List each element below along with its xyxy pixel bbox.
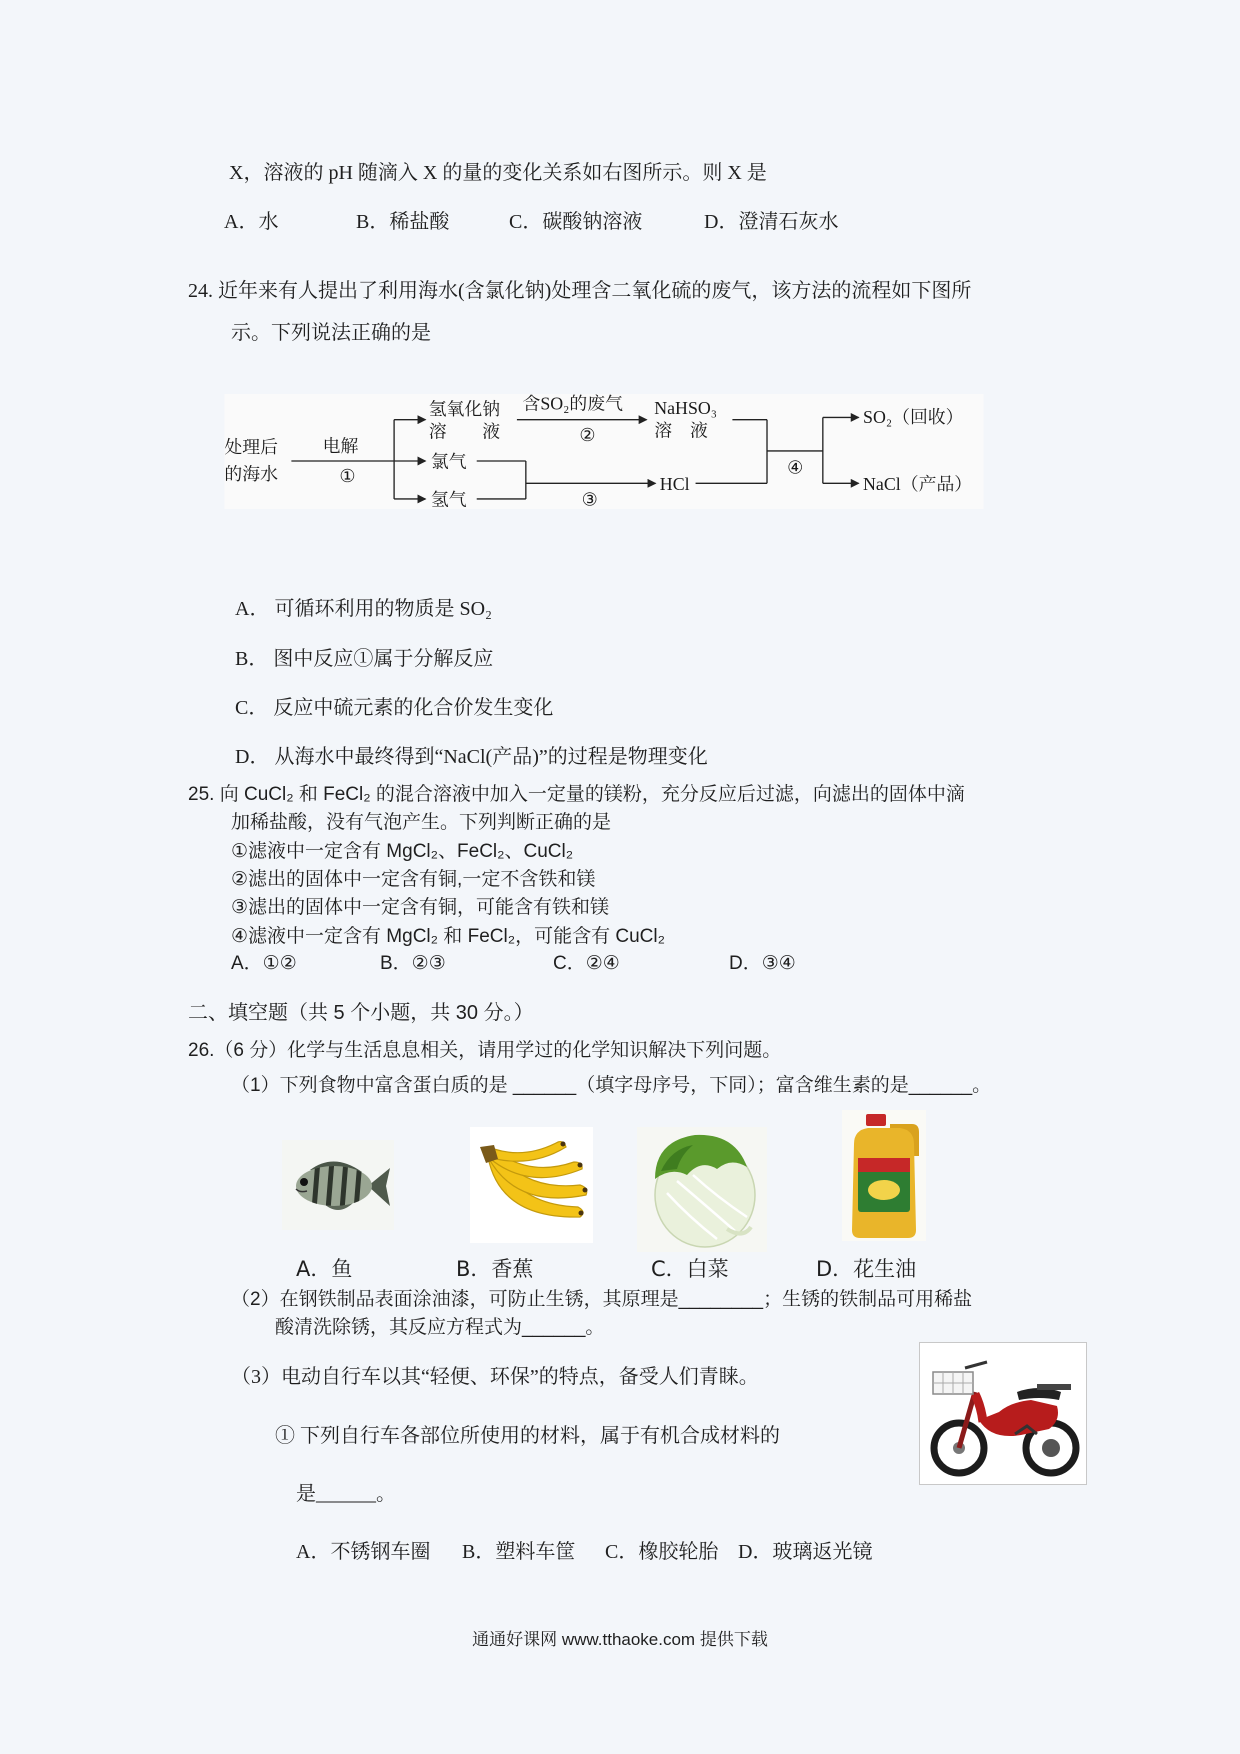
diagram-step1-num: ①	[339, 466, 356, 487]
rear-rack	[1037, 1384, 1071, 1390]
diagram-so2-output: SO₂（回收）	[863, 407, 964, 428]
diagram-input-line1: 处理后	[224, 437, 278, 458]
q24-option-b: B． 图中反应①属于分解反应	[235, 648, 494, 670]
diagram-step3-num: ③	[581, 489, 598, 509]
oil-jug-cap	[866, 1114, 886, 1126]
q26-part2-line2: 酸清洗除锈，其反应方程式为______。	[275, 1317, 605, 1338]
q24-option-a: A． 可循环利用的物质是 SO₂	[235, 598, 492, 620]
q26-part3-option-a: A．不锈钢车圈	[296, 1541, 431, 1563]
q25-option-c: C．②④	[553, 953, 620, 974]
q24-stem-line1: 24. 近年来有人提出了利用海水(含氯化钠)处理含二氧化硫的废气，该方法的流程如下图所	[188, 280, 972, 302]
q24-stem-line2: 示。下列说法正确的是	[231, 322, 431, 344]
q25-option-d: D．③④	[729, 953, 796, 974]
oil-label-emblem	[868, 1180, 900, 1200]
diagram-step2-num: ②	[579, 424, 596, 445]
q26-part3-option-c: C．橡胶轮胎	[605, 1541, 719, 1563]
q23-option-c: C．碳酸钠溶液	[509, 211, 643, 233]
diagram-h2: 氢气	[430, 489, 467, 509]
q26-part3-q1-line2: 是______。	[296, 1483, 396, 1505]
diagram-step2-label: 含SO₂的废气	[522, 394, 623, 414]
q26-part3-option-b: B．塑料车筐	[462, 1541, 576, 1563]
process-flow-diagram	[224, 394, 984, 509]
diagram-input-line2: 的海水	[224, 463, 278, 484]
diagram-nahso3-line1: NaHSO₃	[654, 398, 718, 419]
chinese-cabbage-image	[637, 1127, 767, 1252]
q23-option-d: D．澄清石灰水	[704, 211, 839, 233]
q25-statement-3: ③滤出的固体中一定含有铜，可能含有铁和镁	[231, 897, 610, 918]
diagram-naoh-line1: 氢氧化钠	[428, 399, 501, 420]
electric-bicycle-image	[919, 1342, 1087, 1485]
banana-image	[470, 1127, 593, 1243]
q23-option-a: A．水	[224, 211, 279, 233]
banana-tip	[561, 1142, 566, 1147]
q25-statement-1: ①滤液中一定含有 MgCl₂、FeCl₂、CuCl₂	[231, 841, 574, 862]
q25-option-b: B．②③	[380, 953, 446, 974]
fish-eye	[300, 1178, 308, 1186]
food-label-b: B．香蕉	[456, 1257, 534, 1281]
q23-option-b: B．稀盐酸	[356, 211, 450, 233]
q25-stem-line1: 25. 向 CuCl₂ 和 FeCl₂ 的混合溶液中加入一定量的镁粉，充分反应后过滤，向滤出的固体中滴	[188, 784, 965, 805]
rear-hub	[1042, 1439, 1060, 1457]
diagram-nacl-output: NaCl（产品）	[863, 474, 973, 495]
banana-tip	[583, 1188, 588, 1193]
q25-statement-2: ②滤出的固体中一定含有铜,一定不含铁和镁	[231, 869, 596, 890]
food-label-d: D．花生油	[816, 1257, 917, 1281]
diagram-naoh-line2: 溶 液	[428, 421, 501, 442]
diagram-cl2: 氯气	[430, 451, 467, 472]
diagram-nahso3-line2: 溶 液	[654, 420, 708, 441]
q26-part2-line1: （2）在钢铁制品表面涂油漆，可防止生锈，其原理是________；生锈的铁制品可用稀盐	[231, 1289, 973, 1310]
q25-stem-line2: 加稀盐酸，没有气泡产生。下列判断正确的是	[231, 812, 612, 833]
diagram-step4-num: ④	[787, 457, 804, 478]
q24-option-d: D． 从海水中最终得到“NaCl(产品)”的过程是物理变化	[235, 746, 708, 768]
page-footer: 通通好课网 www.tthaoke.com 提供下载	[472, 1630, 768, 1649]
peanut-oil-image	[842, 1110, 926, 1241]
q23-stem-tail: X，溶液的 pH 随滴入 X 的量的变化关系如右图所示。则 X 是	[229, 162, 767, 184]
front-basket	[933, 1372, 973, 1394]
fish-image	[282, 1140, 394, 1230]
q25-option-a: A．①②	[231, 953, 297, 974]
q25-statement-4: ④滤液中一定含有 MgCl₂ 和 FeCl₂，可能含有 CuCl₂	[231, 926, 665, 947]
banana-tip	[578, 1163, 583, 1168]
q26-part3-q1-line1: ① 下列自行车各部位所使用的材料，属于有机合成材料的	[275, 1425, 780, 1447]
q26-stem: 26.（6 分）化学与生活息息相关，请用学过的化学知识解决下列问题。	[188, 1040, 782, 1061]
q26-part3-option-d: D．玻璃返光镜	[738, 1541, 873, 1563]
oil-label-band	[858, 1158, 910, 1172]
q26-part3: （3）电动自行车以其“轻便、环保”的特点，备受人们青睐。	[231, 1366, 759, 1388]
diagram-hcl: HCl	[659, 474, 690, 495]
banana-tip	[579, 1211, 584, 1216]
food-label-c: C．白菜	[651, 1257, 729, 1281]
food-label-a: A．鱼	[296, 1257, 353, 1281]
q26-part1: （1）下列食物中富含蛋白质的是 ______（填字母序号，下同）；富含维生素的是______。	[231, 1075, 992, 1096]
q24-option-c: C． 反应中硫元素的化合价发生变化	[235, 697, 554, 719]
section-heading: 二、填空题（共 5 个小题，共 30 分。）	[188, 1002, 534, 1024]
diagram-step1-label: 电解	[322, 436, 359, 457]
